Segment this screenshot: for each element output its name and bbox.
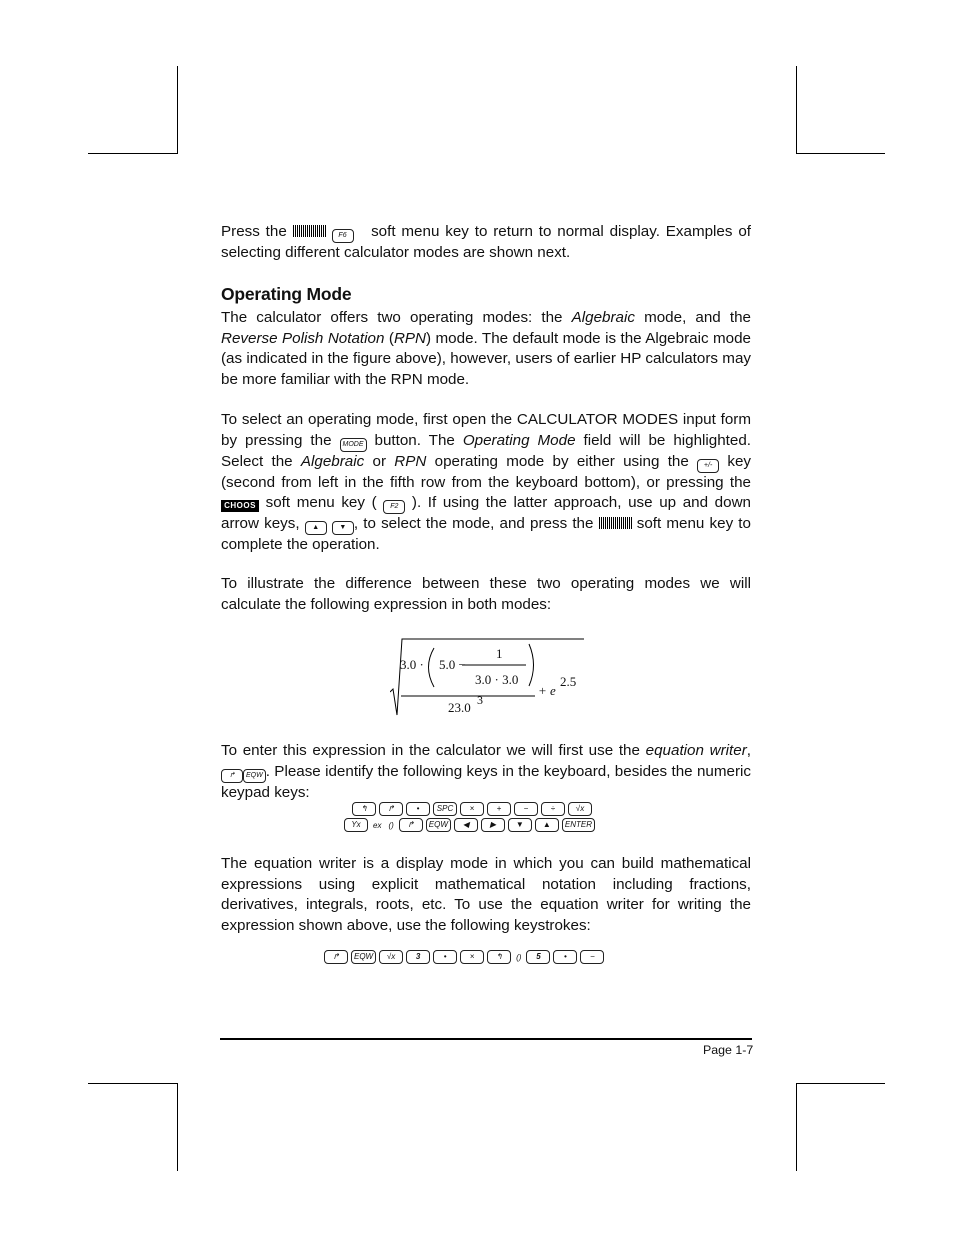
three-key-icon: 3 [406, 950, 430, 964]
multiply-key-icon: × [460, 802, 484, 816]
five-key-icon: 5 [526, 950, 550, 964]
select-mode-paragraph: To select an operating mode, first open the CALCULATOR MODES input form by pressing the MODE button. The Operating Mode field will be highlighted. Select the Algebraic or RPN operating mode by either using the +/- key (second from left in the fifth row from the keyboard bottom), or pressing the CHOOS soft menu key ( F2 ). If using the latter approach, use up and down arrow keys, ▲ ▼ , to select the mode, and press the soft menu key to complete the operation. [221, 411, 752, 554]
paren-label-icon: () [388, 820, 394, 830]
dot-key-icon: • [553, 950, 577, 964]
f2-key-icon: F2 [383, 500, 405, 514]
left-arrow-key-icon: ◀ [454, 818, 478, 832]
crop-mark [796, 153, 885, 154]
exponent: 3 [477, 693, 483, 707]
right-shift-key-icon: ↱ [399, 818, 423, 832]
crop-mark [88, 153, 177, 154]
eqw-key-icon: EQW [351, 950, 376, 964]
left-shift-key-icon: ↰ [352, 802, 376, 816]
intro-paragraph: Press the F6 soft menu key to return to normal display. Examples of selecting different calculator modes are shown next. [221, 223, 751, 261]
keystroke-sequence [324, 950, 604, 964]
sqrt-key-icon: √x [379, 950, 403, 964]
f6-key-icon: F6 [332, 229, 354, 243]
up-arrow-key-icon: ▲ [305, 521, 327, 535]
equation-writer-description: The equation writer is a display mode in which you can build mathematical expressions using explicit mathematical notation including fractions, derivatives, integrals, roots, etc. To use the equation writer for writing the expression shown above, use the following keystrokes: [221, 855, 751, 934]
fraction-numerator: 1 [496, 646, 503, 661]
expr-term: + e [538, 683, 556, 698]
crop-mark [796, 1083, 797, 1171]
page-number: Page 1-7 [703, 1043, 754, 1057]
crop-mark [88, 1083, 177, 1084]
crop-mark [796, 66, 797, 154]
right-shift-key-icon: ↱ [379, 802, 403, 816]
multiply-key-icon: × [460, 950, 484, 964]
plusminus-key-icon: +/- [697, 459, 719, 473]
down-arrow-key-icon: ▼ [508, 818, 532, 832]
enter-key-icon: ENTER [562, 818, 595, 832]
footer-rule [220, 1038, 752, 1040]
paren-label-icon: () [516, 952, 522, 962]
crop-mark [796, 1083, 885, 1084]
illustrate-paragraph: To illustrate the difference between these two operating modes we will calculate the following expression in both modes: [221, 575, 751, 613]
exponent: 2.5 [560, 674, 577, 689]
left-shift-key-icon: ↰ [487, 950, 511, 964]
plus-key-icon: + [487, 802, 511, 816]
crop-mark [177, 1083, 178, 1171]
expr-term: 3.0 · [400, 657, 424, 672]
key-row-1 [352, 802, 592, 816]
mode-key-icon: MODE [340, 438, 367, 452]
minus-key-icon: − [580, 950, 604, 964]
spc-key-icon: SPC [433, 802, 457, 816]
right-shift-key-icon: ↱ [221, 769, 243, 783]
operating-mode-paragraph: The calculator offers two operating modes: the Algebraic mode, and the Reverse Polish Notation (RPN) mode. The default mode is the Algebraic mode (as indicated in the figure above), however, users of earlier HP calculators may be more familiar with the RPN mode. [221, 309, 751, 388]
expr-term: 5.0 − [439, 657, 466, 672]
ex-label-icon: ex [373, 820, 382, 830]
right-shift-key-icon: ↱ [324, 950, 348, 964]
ok-softmenu-icon [293, 225, 326, 237]
equation-writer-paragraph: To enter this expression in the calculator we will first use the equation writer, ↱ EQW . Please identify the following keys in the keyboard, besides the numeric keypad keys: [221, 742, 751, 801]
ok-softmenu-icon [599, 517, 632, 529]
up-arrow-key-icon: ▲ [535, 818, 559, 832]
math-expression [390, 637, 590, 717]
yx-key-icon: Yx [344, 818, 368, 832]
eqw-key-icon: EQW [426, 818, 451, 832]
eqw-key-icon: EQW [243, 769, 266, 783]
right-arrow-key-icon: ▶ [481, 818, 505, 832]
sqrt-key-icon: √x [568, 802, 592, 816]
dot-key-icon: • [406, 802, 430, 816]
fraction-denominator: 3.0 · 3.0 [475, 672, 519, 687]
key-row-2 [344, 818, 595, 832]
section-heading: Operating Mode [221, 284, 352, 304]
crop-mark [177, 66, 178, 154]
minus-key-icon: − [514, 802, 538, 816]
outer-denominator: 23.0 [448, 700, 471, 715]
divide-key-icon: ÷ [541, 802, 565, 816]
down-arrow-key-icon: ▼ [332, 521, 354, 535]
dot-key-icon: • [433, 950, 457, 964]
choose-softmenu-icon: CHOOS [221, 500, 259, 512]
